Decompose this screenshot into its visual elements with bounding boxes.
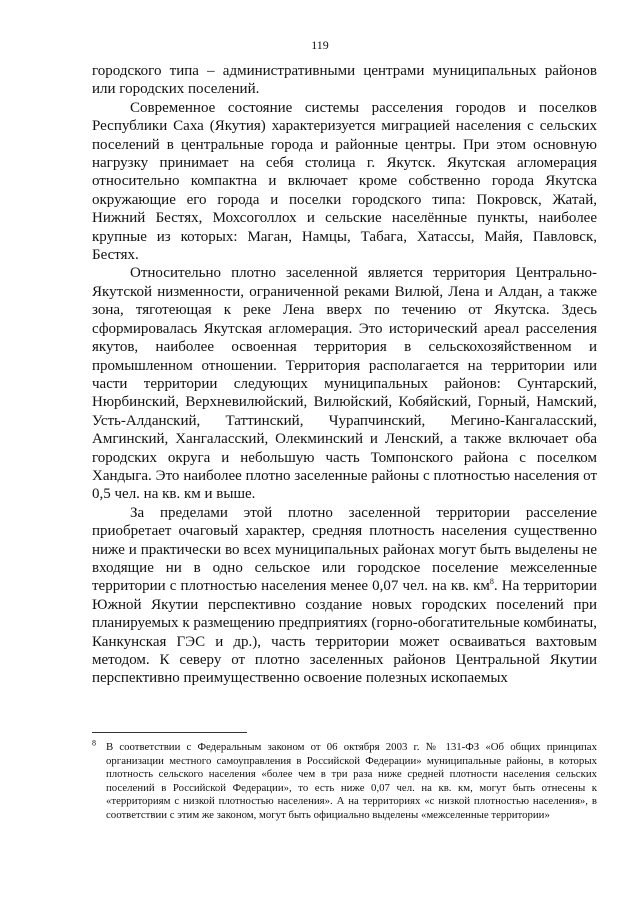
paragraph-text-after-footnote: . На территории Южной Якутии перспективно создание новых городских поселений при планируемых к размещению предприятиях (горно-обогатительные комбинаты, Канкунская ГЭС и др.), часть территории может осваиваться вахтовым методом. К северу от плотно заселенных районов Центральной Якутии перспективно преимущественно освоение полезных ископаемых xyxy=(92,578,597,687)
footnote-text: В соответствии с Федеральным законом от 06 октября 2003 г. № 131-ФЗ «Об общих принципах организации местного самоуправления в Российской Федерации» муниципальные районы, в которых плотность сельского населения «более чем в три раза ниже средней плотности населения сельских поселений в Российской Федерации», то есть ниже 0,07 чел. на кв. км, могут быть отнесены к «территориям с низкой плотностью населения». А на территориях «с низкой плотностью населения», в соответствии с этим же законом, могут быть официально выделены «межселенные территории» xyxy=(106,741,597,821)
paragraph-settlement-system: Современное состояние системы расселения городов и поселков Республики Саха (Якутия) характеризуется миграцией населения с сельских поселений в центральные города и районные центры. При этом основную нагрузку принимает на себя столица г. Якутск. Якутская агломерация относительно компактна и включает кроме собственно города Якутска окружающие его города и поселки городского типа: Покровск, Жатай, Нижний Бестях, Мохсоголлох и сельские населённые пункты, наиболее крупные из которых: Маган, Намцы, Табага, Хатассы, Майя, Павловск, Бестях. xyxy=(92,99,597,264)
paragraph-central-yakutia: Относительно плотно заселенной является территория Центрально-Якутской низменности, ограниченной реками Вилюй, Лена и Алдан, а также зона, тяготеющая к реке Лена вверх по течению от Якутска. Здесь сформировалась Якутская агломерация. Это исторический ареал расселения якутов, наиболее освоенная территория в сельскохозяйственном и промышленном отношении. Территория располагается на территории или части территории следующих муниципальных районов: Сунтарский, Нюрбинский, Верхневилюйский, Вилюйский, Кобяйский, Горный, Намский, Усть-Алданский, Таттинский, Чурапчинский, Мегино-Кангаласский, Амгинский, Хангаласский, Олекминский и Ленский, а также включает оба городских округа и небольшую часть Томпонского района с поселком Хандыга. Это наиболее плотно заселенные районы с плотностью населения от 0,5 чел. на кв. км и выше. xyxy=(92,265,597,503)
footnote-reference[interactable]: 8 xyxy=(489,577,494,587)
page-number: 119 xyxy=(311,38,329,52)
body-text xyxy=(92,62,597,688)
footnote-separator xyxy=(92,732,247,733)
footnote xyxy=(92,738,597,823)
paragraph-continuation: городского типа – административными центрами муниципальных районов или городских поселений. xyxy=(92,63,597,98)
paragraph-text-before-footnote: За пределами этой плотно заселенной территории расселение приобретает очаговый характер, средняя плотность населения существенно ниже и практически во всех муниципальных районах могут быть выделены не входящие ни в одно сельское или городское поселение межселенные территории с плотностью населения менее 0,07 чел. на кв. км xyxy=(92,504,597,595)
footnote-paragraph xyxy=(92,738,597,823)
paragraph-sparse-territories xyxy=(92,504,597,688)
footnote-number: 8 xyxy=(92,738,96,748)
